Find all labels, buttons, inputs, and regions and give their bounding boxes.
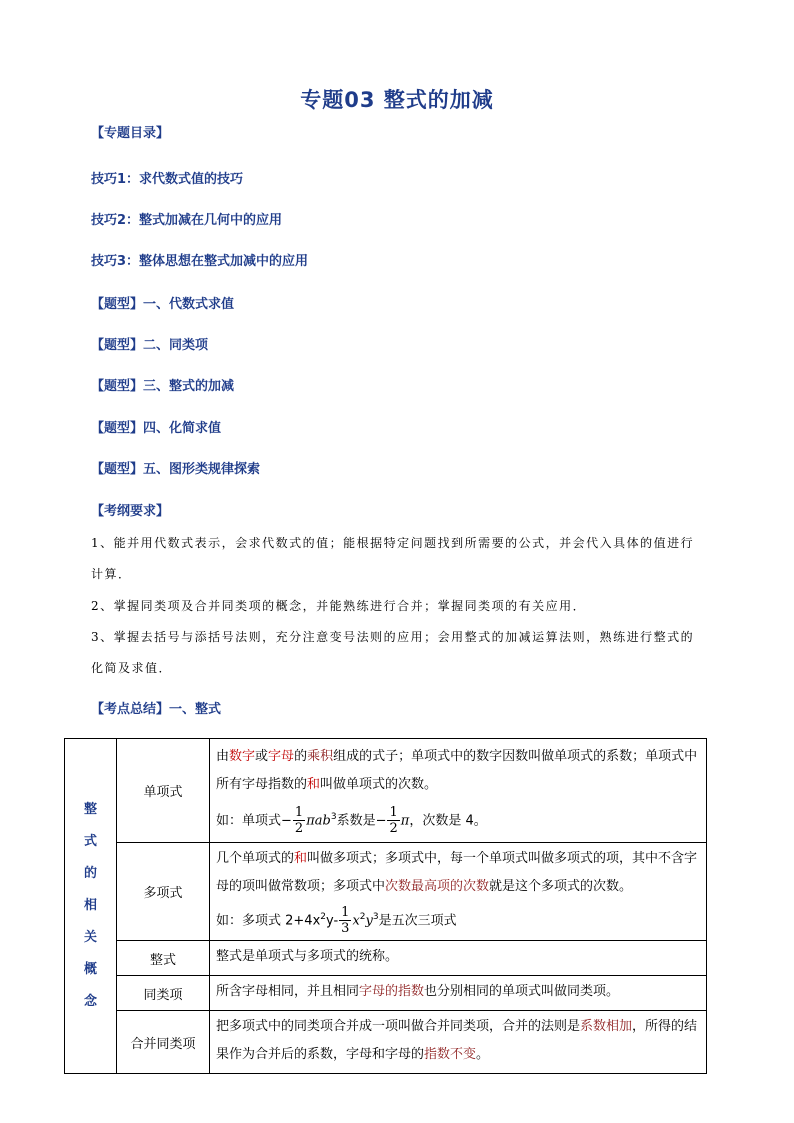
category-char: 式 [83, 834, 97, 850]
toc-item: 【题型】二、同类项 [91, 338, 209, 353]
polynomial-definition-text: 几个单项式的和叫做多项式；多项式中，每一个单项式叫做多项式的项，其中不含字母的项叫做常数项；多项式中次数最高项的次数就是这个多项式的次数。 [216, 851, 698, 894]
requirement-item: 3、掌握去括号与添括号法则，充分注意变号法则的应用；会用整式的加减运算法则，熟练进行整式的化简及求值． [91, 630, 695, 675]
toc-item: 技巧3：整体思想在整式加减中的应用 [91, 254, 309, 269]
term-like-terms: 同类项 [117, 976, 210, 1011]
page-title: 专题03 整式的加减 [300, 88, 494, 112]
toc-item: 【题型】四、化简求值 [91, 421, 222, 436]
table-row [65, 843, 707, 941]
fraction: $\frac{1}{2}$ [389, 805, 398, 837]
category-char: 整 [83, 802, 97, 818]
term-integral: 整式 [117, 941, 210, 976]
toc-item: 技巧2：整式加减在几何中的应用 [91, 213, 283, 228]
toc-item: 【题型】五、图形类规律探索 [91, 462, 261, 477]
summary-header: 【考点总结】一、整式 [91, 702, 222, 717]
table-row [65, 941, 707, 976]
toc-item: 【题型】三、整式的加减 [91, 379, 235, 394]
definition-monomial [210, 739, 707, 843]
monomial-definition-text: 由数字或字母的乘积组成的式子；单项式中的数字因数叫做单项式的系数；单项式中所有字母指数的和叫做单项式的次数。 [216, 748, 698, 792]
term-monomial: 单项式 [117, 739, 210, 843]
concepts-table [64, 738, 707, 1074]
category-cell [65, 739, 117, 1074]
definition-like-terms: 所含字母相同，并且相同字母的指数也分别相同的单项式叫做同类项。 [210, 976, 707, 1011]
table-row [65, 976, 707, 1011]
category-char: 的 [83, 866, 97, 882]
category-char: 相 [83, 898, 97, 914]
table-row [65, 1011, 707, 1074]
category-char: 念 [83, 994, 97, 1010]
toc-header: 【专题目录】 [91, 126, 170, 141]
definition-integral: 整式是单项式与多项式的统称。 [210, 941, 707, 976]
requirements-header: 【考纲要求】 [91, 504, 170, 519]
term-polynomial: 多项式 [117, 843, 210, 941]
fraction: $\frac{1}{3}$ [341, 905, 350, 937]
fraction: $\frac{1}{2}$ [294, 805, 304, 837]
monomial-example: 如：单项式− $\frac{1}{2}$ πab$^3$系数是− $\frac{1}{2}$ π，次数是 4。 [216, 805, 487, 837]
definition-combine: 把多项式中的同类项合并成一项叫做合并同类项，合并的法则是系数相加，所得的结果作为合并后的系数，字母和字母的指数不变。 [210, 1011, 707, 1074]
requirement-item: 2、掌握同类项及合并同类项的概念，并能熟练进行合并；掌握同类项的有关应用． [91, 599, 587, 613]
requirement-item: 1、能并用代数式表示，会求代数式的值；能根据特定问题找到所需要的公式，并会代入具体的值进行计算． [91, 536, 695, 581]
category-char: 关 [83, 930, 97, 946]
toc-item: 【题型】一、代数式求值 [91, 297, 235, 312]
toc-item: 技巧1：求代数式值的技巧 [91, 172, 244, 187]
term-combine: 合并同类项 [117, 1011, 210, 1074]
category-char: 概 [83, 962, 97, 978]
definition-polynomial [210, 843, 707, 941]
polynomial-example: 如：多项式 $2+4x^2y-$ $\frac{1}{3}$ $x^2y^3$是五次三项式 [216, 905, 457, 937]
table-row [65, 739, 707, 843]
